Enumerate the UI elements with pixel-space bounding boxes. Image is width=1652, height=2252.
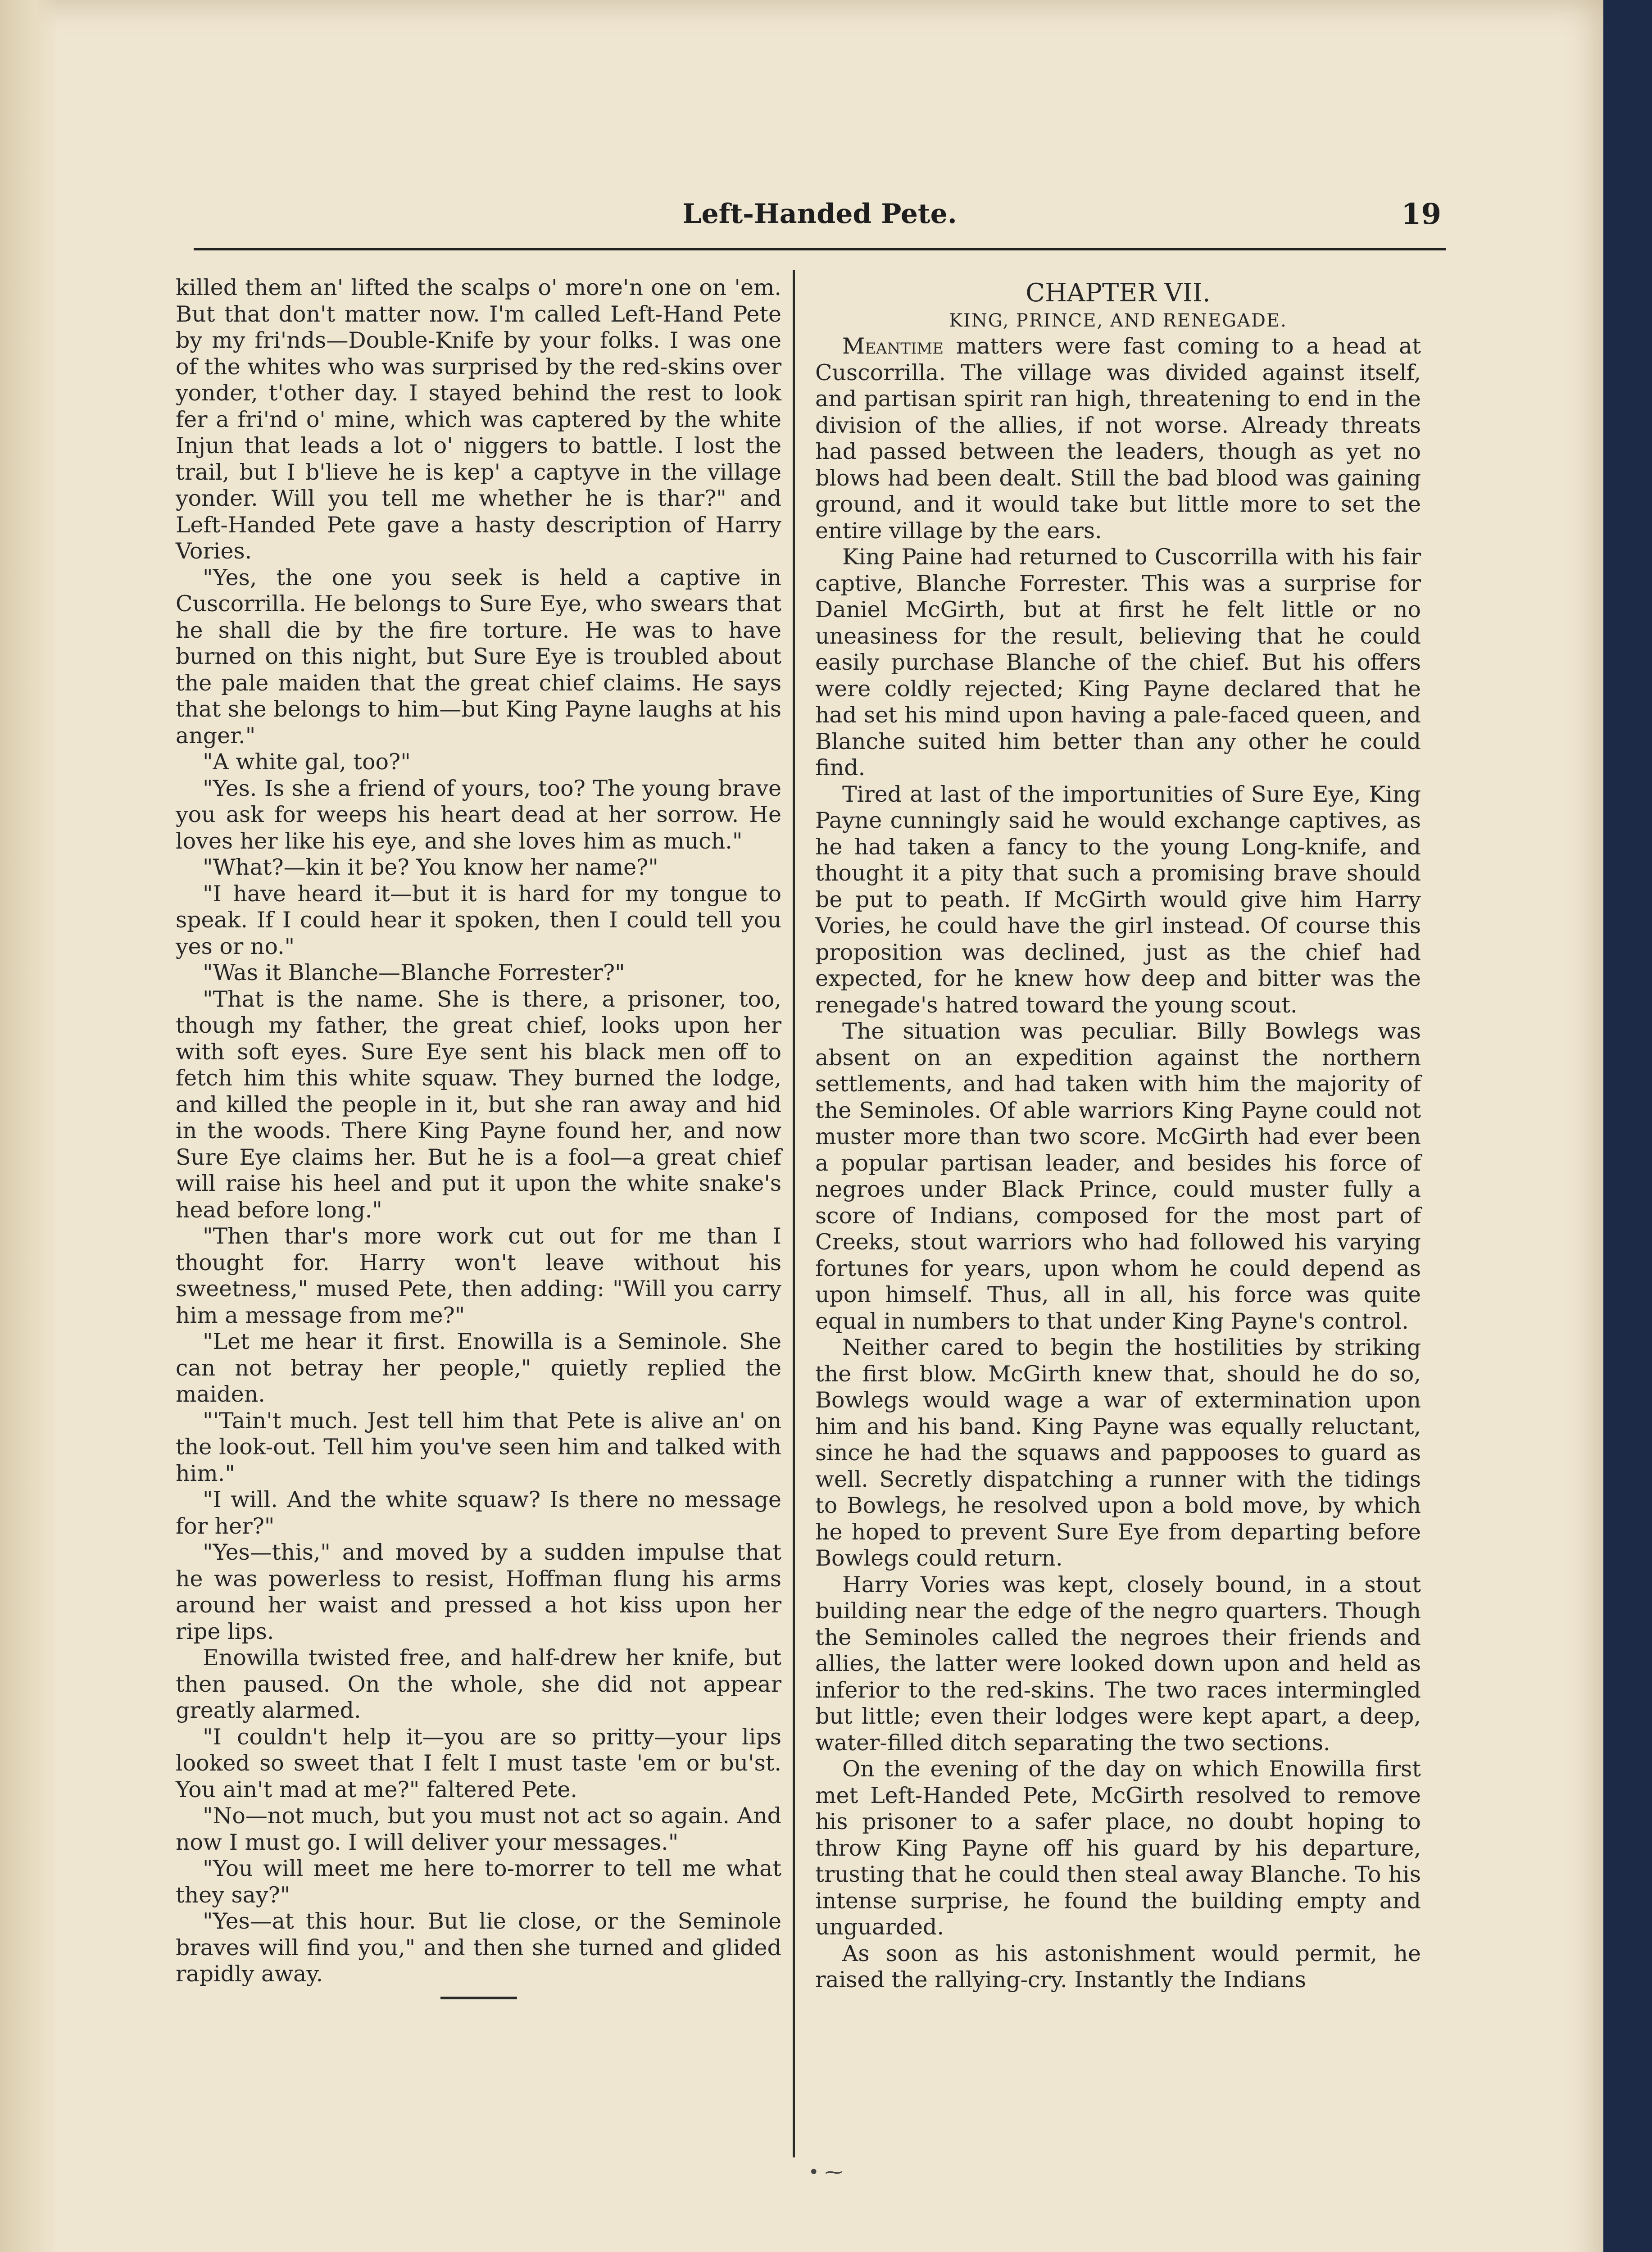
column-divider [793, 270, 795, 2157]
paragraph: "Yes, the one you seek is held a captive in Cuscorrilla. He belongs to Sure Eye, who swears that he shall die by the fire torture. He was to have burned on this night, but Sure Eye is troubled about the pale maiden that the great chief claims. He says that she belongs to him—but King Payne laughs at his anger." [176, 564, 781, 749]
left-column [176, 275, 781, 1999]
chapter-first-word: Meantime [842, 333, 944, 359]
paragraph: Harry Vories was kept, closely bound, in a stout building near the edge of the negro quarters. Though the Seminoles called the negroes their friends and allies, the latter were looked down upon and held as inferior to the red-skins. The two races intermingled but little; even their lodges were kept apart, a deep, water-filled ditch separating the two sections. [815, 1571, 1421, 1756]
chapter-subtitle: KING, PRINCE, AND RENEGADE. [949, 310, 1287, 331]
paragraph: "A white gal, too?" [203, 749, 411, 775]
paragraph: killed them an' lifted the scalps o' more'n one on 'em. But that don't matter now. I'm called Left-Hand Pete by my fri'nds—Double-Knife by your folks. I was one of the whites who was surprised by the red-skins over yonder, t'other day. I stayed behind the rest to look fer a fri'nd o' mine, which was captered by the white Injun that leads a lot o' niggers to battle. I lost the trail, but I b'lieve he is kep' a captyve in the village yonder. Will you tell me whether he is thar?" and Left-Handed Pete gave a hasty description of Harry Vories. [176, 275, 781, 564]
paragraph: Tired at last of the importunities of Sure Eye, King Payne cunningly said he would exchange captives, as he had taken a fancy to the young Long-knife, and thought it a pity that such a promising brave should be put to peath. If McGirth would give him Harry Vories, he could have the girl instead. Of course this proposition was declined, just as the chief had expected, for he knew how deep and bitter was the renegade's hatred toward the young scout. [815, 781, 1421, 1018]
paragraph: "Yes—this," and moved by a sudden impulse that he was powerless to resist, Hoffman flung his arms around her waist and pressed a hot kiss upon her ripe lips. [176, 1539, 781, 1644]
paragraph: "That is the name. She is there, a prisoner, too, though my father, the great chief, looks upon her with soft eyes. Sure Eye sent his black men off to fetch him this white squaw. They burned the lodge, and killed the people in it, but she ran away and hid in the woods. There King Payne found her, and now Sure Eye claims her. But he is a fool—a great chief will raise his heel and put it upon the white snake's head before long." [176, 986, 781, 1223]
paragraph: "I couldn't help it—you are so pritty—your lips looked so sweet that I felt I must taste 'em or bu'st. You ain't mad at me?" faltered Pete. [176, 1724, 781, 1803]
paragraph: On the evening of the day on which Enowilla first met Left-Handed Pete, McGirth resolved to remove his prisoner to a safer place, no doubt hoping to throw King Payne off his guard by his departure, trusting that he could then steal away Blanche. To his intense surprise, he found the building empty and unguarded. [815, 1756, 1421, 1940]
paragraph: "Yes. Is she a friend of yours, too? The young brave you ask for weeps his heart dead at her sorrow. He loves her like his eye, and she loves him as much." [176, 775, 781, 854]
chapter-title: CHAPTER VII. [1026, 278, 1211, 308]
paragraph: "What?—kin it be? You know her name?" [203, 854, 658, 880]
paragraph: Neither cared to begin the hostilities by striking the first blow. McGirth knew that, should he do so, Bowlegs would wage a war of extermination upon him and his band. King Payne was equally reluctant, since he had the squaws and pappooses to guard as well. Secretly dispatching a runner with the tidings to Bowlegs, he resolved upon a bold move, by which he hoped to prevent Sure Eye from departing before Bowlegs could return. [815, 1335, 1421, 1571]
page-header [194, 180, 1446, 250]
running-title: Left-Handed Pete. [682, 198, 957, 230]
right-column [815, 275, 1421, 1993]
paragraph: As soon as his astonishment would permit, he raised the rallying-cry. Instantly the Indians [815, 1940, 1421, 1993]
section-end-rule [440, 1997, 517, 1999]
page-spine-shadow [0, 0, 59, 2252]
paragraph: Enowilla twisted free, and half-drew her knife, but then paused. On the whole, she did not appear greatly alarmed. [176, 1645, 781, 1723]
paragraph: The situation was peculiar. Billy Bowlegs was absent on an expedition against the northern settlements, and had taken with him the majority of the Seminoles. Of able warriors King Payne could not muster more than two score. McGirth had ever been a popular partisan leader, and besides his force of negroes under Black Prince, could muster fully a score of Indians, composed for the most part of Creeks, stout warriors who had followed his varying fortunes for years, upon whom he could depend as upon himself. Thus, all in all, his force was quite equal in numbers to that under King Payne's control. [815, 1018, 1421, 1334]
paragraph: "Then thar's more work cut out for me than I thought for. Harry won't leave without his sweetness," mused Pete, then adding: "Will you carry him a message from me?" [176, 1223, 781, 1328]
page-number: 19 [1401, 197, 1441, 231]
paragraph: "Let me hear it first. Enowilla is a Seminole. She can not betray her people," quietly replied the maiden. [176, 1329, 781, 1407]
paragraph: "Yes—at this hour. But lie close, or the Seminole braves will find you," and then she turned and glided rapidly away. [176, 1908, 781, 1987]
paragraph: "You will meet me here to-morrer to tell me what they say?" [176, 1856, 781, 1908]
opening-paragraph-text: matters were fast coming to a head at Cuscorrilla. The village was divided against itself, and partisan spirit ran high, threatening to end in the division of the allies, if not worse. Already threats had passed between the leaders, though as yet no blows had been dealt. Still the bad blood was gaining ground, and it would take but little more to set the entire village by the ears. [815, 333, 1421, 544]
paragraph: "I have heard it—but it is hard for my tongue to speak. If I could hear it spoken, then I could tell you yes or no." [176, 881, 781, 959]
print-speck: • ⁓ [808, 2162, 843, 2183]
paragraph: "Was it Blanche—Blanche Forrester?" [203, 960, 625, 985]
paragraph: "I will. And the white squaw? Is there no message for her?" [176, 1487, 781, 1539]
chapter-opening-paragraph [815, 333, 1421, 544]
paragraph: "No—not much, but you must not act so again. And now I must go. I will deliver your messages." [176, 1803, 781, 1855]
paragraph: "'Tain't much. Jest tell him that Pete is alive an' on the look-out. Tell him you've seen him and talked with him." [176, 1408, 781, 1486]
paragraph: King Paine had returned to Cuscorrilla with his fair captive, Blanche Forrester. This was a surprise for Daniel McGirth, but at first he felt little or no uneasiness for the result, believing that he could easily purchase Blanche of the chief. But his offers were coldly rejected; King Payne declared that he had set his mind upon having a pale-faced queen, and Blanche suited him better than any other he could find. [815, 544, 1421, 781]
